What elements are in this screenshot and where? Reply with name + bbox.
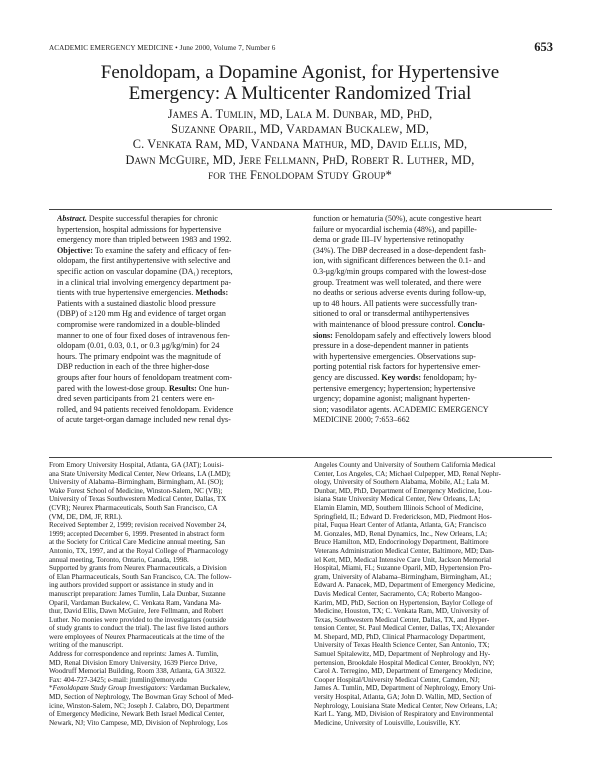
line-text: thur, David Ellis, Dawn McGuire, Jere Fellmann, and Robert <box>49 607 224 616</box>
footnote-line <box>314 702 558 711</box>
abstract-line <box>57 288 289 299</box>
footnote-line <box>314 659 558 668</box>
footnote-line <box>49 667 298 676</box>
author-line: Suzanne Oparil, MD, Vardaman Buckalew, MD, <box>171 122 429 137</box>
line-text: Center, Los Angeles, CA; Michael Culpepper, MD, Renal Nephr- <box>314 469 501 478</box>
abstract-line <box>313 309 547 320</box>
line-text: Karim, MD, PhD, Section on Hypertension, Baylor College of <box>314 598 493 607</box>
section-heading: Results: <box>168 383 197 393</box>
line-text: Angeles County and University of Southern California Medical <box>314 461 496 469</box>
section-heading: Conclu- <box>457 319 485 329</box>
line-text: oldopam, the first antihypertensive with selective and <box>57 256 231 266</box>
footnote-line <box>314 710 558 719</box>
footnote-line <box>314 521 558 530</box>
line-text: Bruce Hamilton, MD, Endocrinology Department, Baltimore <box>314 538 489 547</box>
footnote-line <box>314 684 558 693</box>
footnote-line <box>314 530 558 539</box>
line-text: Medicine, Houston, TX; C. Venkata Ram, MD, University of <box>314 607 489 616</box>
footnote-line <box>49 478 298 487</box>
abstract-line <box>313 352 547 363</box>
abstract-line <box>57 341 289 352</box>
footnote-line <box>314 538 558 547</box>
abstract-line <box>313 341 547 352</box>
line-text: of Emergency Medicine, Newark Beth Israel Medical Center, <box>49 710 225 719</box>
footnote-line <box>49 641 298 650</box>
line-text: Supported by grants from Neurex Pharmaceuticals, a Division <box>49 564 227 573</box>
line-text: 0.3-μg/kg/min groups compared with the lowest-dose <box>313 266 487 276</box>
line-text: pertension, Brookdale Hospital Medical Center, Brooklyn, NY; <box>314 658 495 667</box>
abstract-line <box>57 373 289 384</box>
line-text: compromise were randomized in a double-blinded <box>57 319 220 329</box>
footnote-line <box>314 513 558 522</box>
abstract-line <box>57 320 289 331</box>
section-heading: Methods: <box>195 288 229 298</box>
footnote-line <box>49 659 298 668</box>
line-text: (VM, DE, DM, JF, RRL). <box>49 512 123 521</box>
footnote-line <box>49 513 298 522</box>
page-number: 653 <box>534 40 553 54</box>
footnote-line <box>49 547 298 556</box>
line-text: porting potential risk factors for hypertensive emer- <box>313 362 481 372</box>
line-text: failure or myocardial ischemia (48%), and papille- <box>313 224 477 234</box>
footnote-line <box>49 504 298 513</box>
line-text: Patients with a sustained diastolic blood pressure <box>57 298 216 308</box>
author-line: C. Venkata Ram, MD, Vandana Mathur, MD, David Ellis, MD, <box>132 137 468 152</box>
line-text: manner to one of four fixed doses of intravenous fen- <box>57 330 230 340</box>
footnote-line <box>49 470 298 479</box>
abstract-line <box>313 331 547 342</box>
line-text: no deaths or serious adverse events during follow-up, <box>313 288 487 298</box>
line-text: at the Society for Critical Care Medicine annual meeting, San <box>49 538 226 547</box>
abstract-line <box>313 415 547 426</box>
footnote-line <box>314 599 558 608</box>
footnote-line <box>49 590 298 599</box>
abstract-line <box>313 299 547 310</box>
footnote-line <box>49 487 298 496</box>
line-text: M. Gonzales, MD, Renal Dynamics, Inc., New Orleans, LA; <box>314 529 488 538</box>
section-heading: Fenoldopam Study Group Investigators: <box>52 684 168 693</box>
line-text: Fenoldopam safely and effectively lowers blood <box>332 330 491 340</box>
line-text: with hypertensive emergencies. Observations sup- <box>313 351 476 361</box>
running-head <box>49 42 553 56</box>
footnote-line <box>49 693 298 702</box>
line-text: were employees of Neurex Pharmaceuticals at the time of the <box>49 632 225 641</box>
footnote-line <box>314 573 558 582</box>
line-text: function or hematuria (50%), acute congestive heart <box>313 214 482 223</box>
line-text: Samuel Spitalewitz, MD, Department of Nephrology and Hy- <box>314 650 491 659</box>
line-text: Wake Forest School of Medicine, Winston-Salem, NC (VB); <box>49 486 223 495</box>
footnote-line <box>314 564 558 573</box>
footnote-line <box>49 556 298 565</box>
line-text: ing authors provided support or assistance in study and in <box>49 581 214 590</box>
abstract-line <box>313 278 547 289</box>
section-heading: Key words: <box>381 372 422 382</box>
abstract-line <box>313 225 547 236</box>
line-text: ology, University of Southern Alabama, Mobile, AL; Lala M. <box>314 478 490 487</box>
abstract-line <box>57 309 289 320</box>
footnote-line <box>49 684 298 693</box>
abstract-line <box>57 362 289 373</box>
abstract-line <box>57 299 289 310</box>
line-text: Texas, Southwestern Medical Center, Dallas, TX, and Hyper- <box>314 615 490 624</box>
line-text: manuscript preparation: James Tumlin, Lala Dunbar, Suzanne <box>49 589 226 598</box>
abstract-line <box>313 288 547 299</box>
line-text: MD, Section of Nephrology, The Bowman Gray School of Med- <box>49 693 234 702</box>
line-text: Nephrology, Louisiana State Medical Center, New Orleans, LA; <box>314 701 498 710</box>
author-line: for the Fenoldopam Study Group* <box>208 167 392 182</box>
footnotes-right-column <box>314 461 558 727</box>
line-text: Woodruff Memorial Building, Room 338, Atlanta, GA 30322. <box>49 667 226 676</box>
abstract-line <box>313 362 547 373</box>
line-text: specific action on vascular dopamine (DA₁) receptors, <box>57 266 233 276</box>
footnote-line <box>49 573 298 582</box>
section-heading: Abstract. <box>57 214 87 223</box>
line-text: sion; vasodilator agents. ACADEMIC EMERGENCY <box>313 404 489 414</box>
footnote-line <box>314 487 558 496</box>
footnote-line <box>314 650 558 659</box>
line-text: 1999; accepted December 6, 1999. Presented in abstract form <box>49 529 225 538</box>
footnotes-left-column <box>49 461 298 727</box>
line-text: pressure in a dose-dependent manner in patients <box>313 341 469 351</box>
title-line: Fenoldopam, a Dopamine Agonist, for Hypertensive <box>100 62 500 83</box>
line-text: oldopam (0.01, 0.03, 0.1, or 0.3 μg/kg/min) for 24 <box>57 341 220 351</box>
footnote-line <box>314 633 558 642</box>
abstract-box <box>49 209 552 458</box>
abstract-line <box>313 256 547 267</box>
footnote-line <box>314 470 558 479</box>
footnote-line <box>49 538 298 547</box>
abstract-line <box>57 384 289 395</box>
abstract-line <box>57 415 289 426</box>
line-text: MD, Renal Division Emory University, 1639 Pierce Drive, <box>49 658 218 667</box>
line-text: (34%). The DBP decreased in a dose-dependent fash- <box>313 245 487 255</box>
line-text: To examine the safety and efficacy of fen- <box>92 245 232 255</box>
line-text: tension Center, St. Paul Medical Center, Dallas, TX; Alexander <box>314 624 495 633</box>
line-text: of study grants to conduct the trial). The last five listed authors <box>49 624 229 633</box>
footnote-line <box>314 478 558 487</box>
abstract-line <box>57 256 289 267</box>
abstract-line <box>313 267 547 278</box>
line-text: Karl L. Yang, MD, Division of Respiratory and Environmental <box>314 710 494 719</box>
footnote-line <box>314 581 558 590</box>
journal-citation: ACADEMIC EMERGENCY MEDICINE • June 2000, Volume 7, Number 6 <box>49 44 276 52</box>
footnote-line <box>314 607 558 616</box>
line-text: writing of the manuscript. <box>49 641 124 650</box>
footnote-line <box>314 495 558 504</box>
line-text: hours. The primary endpoint was the magnitude of <box>57 351 221 361</box>
line-text: Newark, NJ; Vito Campese, MD, Division of Nephrology, Los <box>49 718 228 727</box>
abstract-line <box>313 394 547 405</box>
footnote-line <box>49 633 298 642</box>
footnote-line <box>314 556 558 565</box>
abstract-line <box>313 384 547 395</box>
line-text: isiana State University Medical Center, New Orleans, LA; <box>314 495 481 504</box>
line-text: Despite successful therapies for chronic <box>86 214 218 223</box>
line-text: One hun- <box>196 383 230 393</box>
line-text: with maintenance of blood pressure control. <box>313 319 458 329</box>
title-line: Emergency: A Multicenter Randomized Trial <box>128 83 472 104</box>
line-text: ana State University Medical Center, New Orleans, LA (LMD); <box>49 469 231 478</box>
footnote-line <box>49 521 298 530</box>
author-list <box>40 107 560 183</box>
footnote-line <box>314 590 558 599</box>
section-heading: Objective: <box>57 245 93 255</box>
abstract-line <box>57 331 289 342</box>
line-text: Fax: 404-727-3425; e-mail: jtumlin@emory.edu <box>49 675 187 684</box>
line-text: University of Alabama–Birmingham, Birmingham, AL (SO); <box>49 478 224 487</box>
line-text: Received September 2, 1999; revision received November 24, <box>49 521 227 530</box>
footnote-marker: * <box>49 684 53 693</box>
abstract-left-column <box>57 214 289 426</box>
footnote-line <box>49 564 298 573</box>
line-text: ion, with significant differences between the 0.1- and <box>313 256 486 266</box>
footnote-line <box>314 693 558 702</box>
footnote-line <box>314 616 558 625</box>
abstract-line <box>57 278 289 289</box>
footnote-line <box>49 719 298 728</box>
footnote-line <box>49 581 298 590</box>
article-title <box>40 62 560 104</box>
footnote-line <box>49 710 298 719</box>
line-text: Cooper Hospital/University Medical Center, Camden, NJ; <box>314 675 480 684</box>
line-text: emergency more than tripled between 1983 and 1992. <box>57 235 232 245</box>
line-text: pital, Fuqua Heart Center of Atlanta, Atlanta, GA; Francisco <box>314 521 487 530</box>
line-text: iel Kett, MD, Medical Intensive Care Unit, Jackson Memorial <box>314 555 492 564</box>
line-text: dred seven participants from 21 centers were en- <box>57 394 215 404</box>
abstract-line <box>313 320 547 331</box>
line-text: Vardaman Buckalew, <box>167 684 231 693</box>
footnote-line <box>49 676 298 685</box>
line-text: Veterans Administration Medical Center, Baltimore, MD; Dan- <box>314 546 495 555</box>
abstract-line <box>313 246 547 257</box>
section-heading: sions: <box>313 330 333 340</box>
author-line: James A. Tumlin, MD, Lala M. Dunbar, MD, PhD, <box>167 107 433 121</box>
line-text: pared with the lowest-dose group. <box>57 383 169 393</box>
line-text: Dunbar, MD, PhD, Department of Emergency Medicine, Lou- <box>314 486 492 495</box>
abstract-line <box>57 225 289 236</box>
line-text: group. Treatment was well tolerated, and there were <box>313 277 482 287</box>
line-text: DBP reduction in each of the three higher-dose <box>57 362 210 372</box>
line-text: From Emory University Hospital, Atlanta, GA (JAT); Louisi- <box>49 461 224 469</box>
line-text: Antonio, TX, 1997, and at the Royal College of Pharmacology <box>49 546 229 555</box>
line-text: Address for correspondence and reprints: James A. Tumlin, <box>49 650 219 659</box>
line-text: Davis Medical Center, Sacramento, CA; Roberto Mangoo- <box>314 589 482 598</box>
footnote-line <box>49 702 298 711</box>
line-text: rolled, and 94 patients received fenoldopam. Evidence <box>57 404 234 414</box>
line-text: dema or grade III–IV hypertensive retinopathy <box>313 235 465 245</box>
abstract-line <box>57 246 289 257</box>
footnote-line <box>49 495 298 504</box>
line-text: in a clinical trial involving emergency department pa- <box>57 277 232 287</box>
footnote-line <box>49 530 298 539</box>
line-text: groups after four hours of fenoldopam treatment com- <box>57 372 233 382</box>
line-text: Springfield, IL; Edward D. Frederickson, MD, Piedmont Hos- <box>314 512 492 521</box>
line-text: gency are discussed. <box>313 372 382 382</box>
line-text: tients with true hypertensive emergencies. <box>57 288 196 298</box>
line-text: Hospital, Miami, FL; Suzanne Oparil, MD, Hypertension Pro- <box>314 564 492 573</box>
abstract-line <box>57 235 289 246</box>
author-line: Dawn McGuire, MD, Jere Fellmann, PhD, Robert R. Luther, MD, <box>125 152 475 167</box>
line-text: James A. Tumlin, MD, Department of Nephrology, Emory Uni- <box>314 684 496 693</box>
footnote-line <box>49 461 298 470</box>
footnote-line <box>314 504 558 513</box>
abstract-line <box>57 352 289 363</box>
line-text: Luther. No monies were provided to the investigators (outside <box>49 615 227 624</box>
line-text: of acute target-organ damage included new renal dys- <box>57 415 231 425</box>
line-text: annual meeting, Toronto, Ontario, Canada, 1998. <box>49 555 189 564</box>
line-text: University of Texas Southwestern Medical Center, Dallas, TX <box>49 495 227 504</box>
abstract-line <box>313 405 547 416</box>
abstract-line <box>57 214 289 225</box>
footnote-line <box>314 641 558 650</box>
footnote-line <box>49 599 298 608</box>
line-text: fenoldopam; hy- <box>421 372 477 382</box>
line-text: University of Texas Health Science Center, San Antonio, TX; <box>314 641 490 650</box>
line-text: of Elan Pharmaceuticals, South San Francisco, CA. The follow- <box>49 572 232 581</box>
footnote-line <box>314 676 558 685</box>
line-text: MEDICINE 2000; 7:653–662 <box>313 415 410 425</box>
line-text: sitioned to oral or transdermal antihypertensives <box>313 309 470 319</box>
line-text: Carol A. Terregino, MD, Department of Emergency Medicine, <box>314 667 493 676</box>
footnote-line <box>314 624 558 633</box>
footnote-line <box>314 719 558 728</box>
line-text: hypertension, hospital admissions for hypertensive <box>57 224 222 234</box>
line-text: Edward A. Panacek, MD, Department of Emergency Medicine, <box>314 581 495 590</box>
line-text: up to 48 hours. All patients were successfully tran- <box>313 298 478 308</box>
abstract-line <box>313 235 547 246</box>
line-text: urgency; dopamine agonist; malignant hyperten- <box>313 394 471 404</box>
line-text: M. Shepard, MD, PhD, Clinical Pharmacology Department, <box>314 632 486 641</box>
footnote-line <box>49 616 298 625</box>
line-text: Medicine, University of Louisville, Louisville, KY. <box>314 718 461 727</box>
line-text: gram, University of Alabama–Birmingham, Birmingham, AL; <box>314 572 492 581</box>
footnote-line <box>314 667 558 676</box>
abstract-line <box>313 373 547 384</box>
footnote-line <box>314 461 558 470</box>
footnote-line <box>49 624 298 633</box>
line-text: versity Hospital, Atlanta, GA; John D. Wallin, MD, Section of <box>314 693 492 702</box>
abstract-line <box>57 394 289 405</box>
footnote-line <box>314 547 558 556</box>
abstract-line <box>57 405 289 416</box>
line-text: icine, Winston-Salem, NC; Joseph J. Calabro, DO, Department <box>49 701 230 710</box>
line-text: (DBP) of ≥120 mm Hg and evidence of target organ <box>57 309 226 319</box>
line-text: Elamin Elamin, MD, Southern Illinois School of Medicine, <box>314 503 484 512</box>
abstract-right-column <box>313 214 547 426</box>
abstract-line <box>313 214 547 225</box>
line-text: (CVR); Neurex Pharmaceuticals, South San Francisco, CA <box>49 503 218 512</box>
line-text: Oparil, Vardaman Buckalew, C. Venkata Ram, Vandana Ma- <box>49 598 222 607</box>
footnote-line <box>49 607 298 616</box>
abstract-line <box>57 267 289 278</box>
line-text: pertensive emergency; hypertension; hypertensive <box>313 383 476 393</box>
footnote-line <box>49 650 298 659</box>
